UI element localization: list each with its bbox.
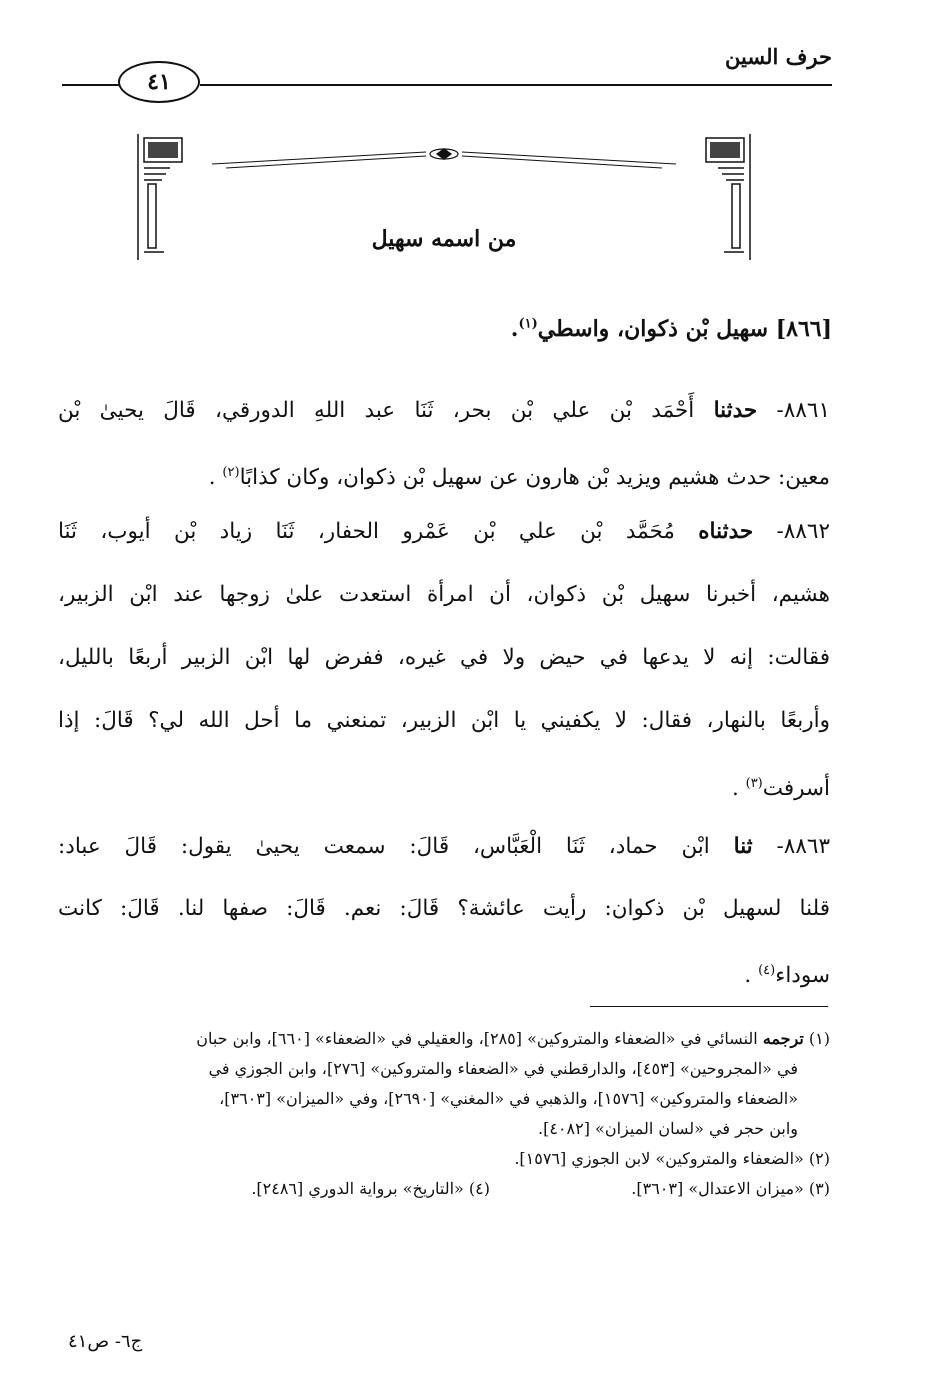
hadith-8863: ٨٨٦٣- ثنا ابْن حماد، ثَنَا الْعَبَّاس، قَالَ: سمعت يحيىٰ يقول: قَالَ عباد: قلنا لسهيل بْن ذكوان: رأيت عائشة؟ قَالَ: نعم. قَالَ: صفها لنا. قَالَ: كانت سوداء$^{(٤)}$ . [58, 834, 830, 989]
hadith-lead: حدثناه [698, 519, 754, 544]
hadith-text: وأربعًا بالنهار، فقال: لا يكفيني يا ابْن الزبير، تمنعني ما أحل الله لي؟ قَالَ: إذا [58, 708, 830, 733]
footnote-text: «التاريخ» برواية الدوري [٢٤٨٦]. [251, 1179, 464, 1198]
header-rule-left [62, 84, 120, 86]
footnote-number: (٣) [808, 1179, 830, 1198]
hadith-text: أسرفت [762, 776, 830, 802]
volume-page-reference: ج٦- ص٤١ [68, 1331, 143, 1352]
hadith-lead: حدثنا [713, 398, 758, 423]
hadith-number: ٨٨٦٢- [776, 519, 830, 544]
footnote-text: في «المجروحين» [٤٥٣]، والدارقطني في «الضعفاء والمتروكين» [٢٧٦]، وابن الجوزي في [208, 1059, 798, 1078]
footnote-ref-1: (١) [518, 316, 538, 332]
footnote-ref-2: (٢) [222, 465, 240, 480]
entry-heading: [٨٦٦] سهيل بْن ذكوان، واسطي$^{(١)}$. [510, 316, 832, 342]
entry-number: [٨٦٦] [775, 316, 832, 342]
frame-center-ornament [430, 148, 458, 160]
footnote-separator [590, 1006, 828, 1007]
footnote-text: النسائي في «الضعفاء والمتروكين» [٢٨٥]، والعقيلي في «الضعفاء» [٦٦٠]، وابن حبان [196, 1029, 758, 1048]
hadith-number: ٨٨٦٣- [776, 834, 830, 859]
page-number: ٤١ [147, 69, 171, 95]
hadith-text: معين: حدث هشيم ويزيد بْن هارون عن سهيل بْن ذكوان، وكان كذابًا [239, 465, 830, 491]
hadith-text: فقالت: إنه لا يدعها في حيض ولا في غيره، ففرض لها ابْن الزبير أربعًا بالليل، [58, 645, 830, 670]
hadith-text: أَحْمَد بْن علي بْن بحر، ثَنَا عبد اللهِ الدورقي، قَالَ يحيىٰ بْن [58, 398, 695, 423]
footnote-text: «الضعفاء والمتروكين» [١٥٧٦]، والذهبي في «المغني» [٢٦٩٠]، وفي «الميزان» [٣٦٠٣]، [219, 1089, 798, 1108]
hadith-8862: ٨٨٦٢- حدثناه مُحَمَّد بْن علي بْن عَمْرو الحفار، ثَنَا زياد بْن أيوب، ثَنَا هشيم، أخبرنا سهيل بْن ذكوان، أن امرأة استعدت علىٰ زوجها عند ابْن الزبير، فقالت: إنه لا يدعها في حيض ولا في غيره، ففرض لها ابْن الزبير أربعًا بالليل، وأربعًا بالنهار، فقال: لا يكفيني يا ابْن الزبير، تمنعني ما أحل الله لي؟ قَالَ: إذا أسرفت$^{(٣)}$ . [58, 519, 830, 802]
hadith-text: سوداء [775, 963, 830, 989]
hadith-text: مُحَمَّد بْن علي بْن عَمْرو الحفار، ثَنَا زياد بْن أيوب، ثَنَا [58, 519, 675, 544]
hadith-text: هشيم، أخبرنا سهيل بْن ذكوان، أن امرأة استعدت علىٰ زوجها عند ابْن الزبير، [58, 582, 830, 607]
section-title: من اسمه سهيل [371, 226, 517, 252]
footnote-number: (١) [808, 1029, 830, 1048]
entry-name: سهيل بْن ذكوان، واسطي [537, 316, 769, 342]
chapter-title: حرف السين [725, 44, 832, 69]
footnote-text: «ميزان الاعتدال» [٣٦٠٣]. [631, 1179, 804, 1198]
page-number-badge [118, 61, 200, 103]
footnote-number: (٤) [468, 1179, 490, 1198]
hadith-number: ٨٨٦١- [776, 398, 830, 423]
footnote-text: وابن حجر في «لسان الميزان» [٤٠٨٢]. [538, 1119, 798, 1138]
footnote-ref-3: (٣) [745, 776, 763, 791]
footnote-lead: ترجمه [762, 1029, 804, 1048]
hadith-8861: ٨٨٦١- حدثنا أَحْمَد بْن علي بْن بحر، ثَنَا عبد اللهِ الدورقي، قَالَ يحيىٰ بْن معين: حدث هشيم ويزيد بْن هارون عن سهيل بْن ذكوان، وكان كذابًا$^{(٢)}$ . [58, 398, 830, 491]
hadith-text: ابْن حماد، ثَنَا الْعَبَّاس، قَالَ: سمعت يحيىٰ يقول: قَالَ عباد: [58, 834, 710, 859]
hadith-lead: ثنا [733, 834, 753, 859]
footnote-row-3-4 [58, 1174, 830, 1204]
footnote-text: «الضعفاء والمتروكين» لابن الجوزي [١٥٧٦]. [514, 1149, 804, 1168]
hadith-text: قلنا لسهيل بْن ذكوان: رأيت عائشة؟ قَالَ: نعم. قَالَ: صفها لنا. قَالَ: كانت [58, 896, 830, 921]
footnotes [58, 1024, 830, 1204]
footnote-number: (٢) [808, 1149, 830, 1168]
footnote-ref-4: (٤) [758, 963, 776, 978]
header-rule [200, 84, 832, 86]
